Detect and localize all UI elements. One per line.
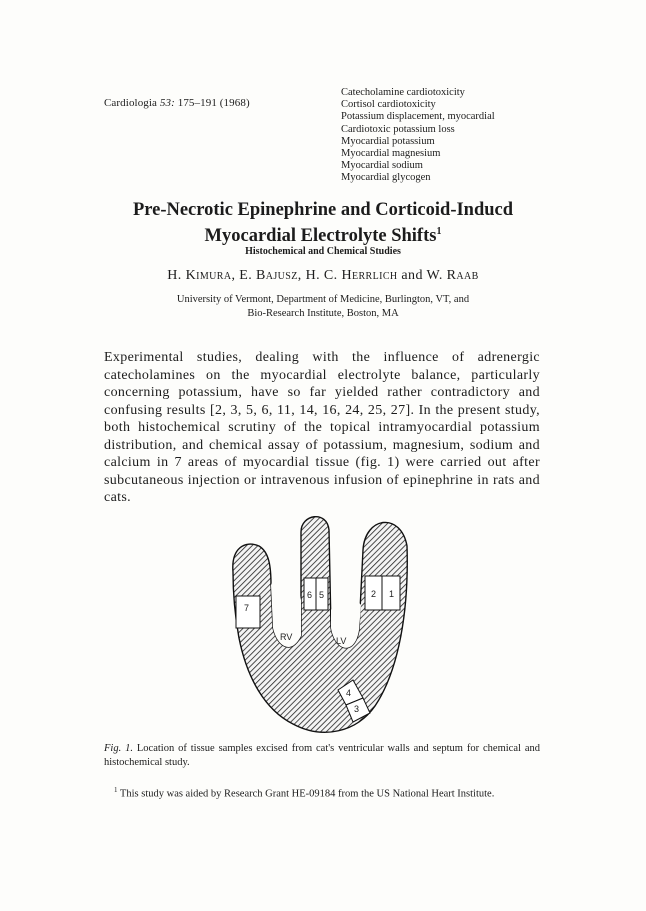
label-sample-2: 2 bbox=[371, 589, 377, 599]
keyword-list bbox=[341, 87, 495, 185]
label-sample-3: 3 bbox=[354, 704, 360, 714]
affiliation bbox=[100, 293, 546, 321]
figure-caption bbox=[104, 742, 540, 769]
keyword-item: Cortisol cardiotoxicity bbox=[341, 99, 436, 111]
label-sample-4: 4 bbox=[346, 688, 352, 698]
author-list bbox=[100, 268, 546, 284]
author-name: Herrlich bbox=[341, 268, 398, 283]
paper-subtitle: Histochemical and Chemical Studies bbox=[245, 246, 401, 257]
author-name: Raab bbox=[446, 268, 479, 283]
author-separator: , H. C. bbox=[297, 268, 342, 283]
title-line-2-text: Myocardial Electrolyte Shifts bbox=[204, 226, 437, 247]
label-sample-6: 6 bbox=[307, 590, 313, 600]
label-sample-5: 5 bbox=[319, 590, 325, 600]
keyword-item: Myocardial sodium bbox=[341, 160, 423, 172]
caption-text: Location of tissue samples excised from cat's ventricular walls and septum for chemical and histochemical study. bbox=[104, 743, 540, 768]
journal-pages-year: 175–191 (1968) bbox=[177, 97, 250, 109]
author-name: Kimura bbox=[185, 268, 232, 283]
caption-label: Fig. 1. bbox=[104, 743, 133, 754]
title-line-1: Pre-Necrotic Epinephrine and Corticoid-Inducd bbox=[132, 200, 514, 220]
author-name: Bajusz bbox=[256, 268, 298, 283]
label-sample-7: 7 bbox=[244, 603, 250, 613]
keyword-item: Cardiotoxic potassium loss bbox=[341, 123, 455, 135]
author-separator: and W. bbox=[397, 268, 447, 283]
journal-citation bbox=[104, 97, 250, 109]
keyword-item: Catecholamine cardiotoxicity bbox=[341, 87, 465, 98]
paper-title bbox=[100, 200, 546, 247]
affiliation-line-2: Bio-Research Institute, Boston, MA bbox=[247, 308, 399, 319]
footnote-text: This study was aided by Research Grant HE-09184 from the US National Heart Institute. bbox=[117, 788, 495, 800]
author-initial: H. bbox=[167, 268, 186, 283]
body-paragraph: Experimental studies, dealing with the influence of adrenergic catecholamines on the myocardial electrolyte balance, particularly concerning potassium, have so far yielded rather contradictory and confusing results [2, 3, 5, 6, 11, 14, 16, 24, 25, 27]. In the present study, both histochemical scrutiny of the topical intramyocardial potassium distribution, and chemical assay of potassium, magnesium, sodium and calcium in 7 areas of myocardial tissue (fig. 1) were carried out after subcutaneous injection or intravenous infusion of epinephrine in rats and cats. bbox=[104, 350, 540, 505]
author-separator: , E. bbox=[231, 268, 257, 283]
footnote bbox=[104, 784, 540, 801]
journal-name: Cardiologia bbox=[104, 97, 158, 109]
keyword-item: Myocardial glycogen bbox=[341, 172, 431, 184]
keyword-item: Potassium displacement, myocardial bbox=[341, 111, 495, 123]
journal-volume: 53: bbox=[159, 97, 175, 109]
label-rv: RV bbox=[280, 632, 293, 642]
heart-ventricle-diagram bbox=[225, 510, 425, 735]
label-sample-1: 1 bbox=[389, 589, 395, 599]
footnote-mark: 1 bbox=[114, 786, 118, 794]
title-footnote-mark: 1 bbox=[436, 226, 442, 237]
keyword-item: Myocardial magnesium bbox=[341, 148, 441, 160]
title-line-2 bbox=[100, 221, 546, 247]
label-lv: LV bbox=[336, 636, 347, 646]
affiliation-line-1: University of Vermont, Department of Medicine, Burlington, VT, and bbox=[176, 294, 470, 305]
keyword-item: Myocardial potassium bbox=[341, 135, 435, 147]
